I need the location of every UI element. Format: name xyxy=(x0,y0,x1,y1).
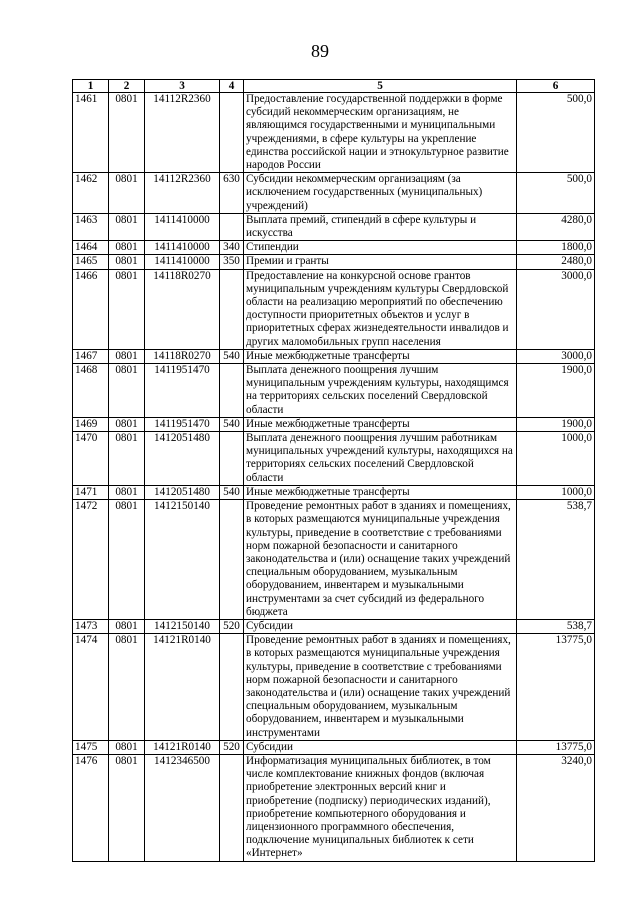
row-number-cell: 1471 xyxy=(73,485,109,499)
table-body xyxy=(73,93,595,862)
target-code-cell: 1412346500 xyxy=(145,754,220,861)
table-row xyxy=(73,241,595,255)
table-row xyxy=(73,213,595,240)
amount-cell: 538,7 xyxy=(517,500,595,620)
amount-cell: 1900,0 xyxy=(517,364,595,418)
table-row xyxy=(73,432,595,486)
table-row xyxy=(73,269,595,349)
expense-type-cell: 520 xyxy=(220,740,244,754)
row-number-cell: 1470 xyxy=(73,432,109,486)
column-header-expense-type: 4 xyxy=(220,80,244,93)
item-name-cell: Субсидии xyxy=(244,740,517,754)
row-number-cell: 1468 xyxy=(73,364,109,418)
section-code-cell: 0801 xyxy=(109,93,145,173)
target-code-cell: 14121R0140 xyxy=(145,740,220,754)
row-number-cell: 1474 xyxy=(73,634,109,741)
amount-cell: 3240,0 xyxy=(517,754,595,861)
target-code-cell: 1412150140 xyxy=(145,500,220,620)
row-number-cell: 1469 xyxy=(73,417,109,431)
expense-type-cell xyxy=(220,634,244,741)
expense-type-cell xyxy=(220,269,244,349)
amount-cell: 4280,0 xyxy=(517,213,595,240)
table-row xyxy=(73,500,595,620)
item-name-cell: Проведение ремонтных работ в зданиях и помещениях, в которых размещаются муниципальные учреждения культуры, приведение в соответствие с требованиями норм пожарной безопасности и санитарного законодательства и (или) оснащение таких учреждений специальным оборудованием, музыкальным оборудованием, инвентарем и музыкальными инструментами xyxy=(244,634,517,741)
target-code-cell: 1411410000 xyxy=(145,213,220,240)
table-row xyxy=(73,485,595,499)
amount-cell: 13775,0 xyxy=(517,740,595,754)
item-name-cell: Субсидии xyxy=(244,619,517,633)
table-row xyxy=(73,634,595,741)
table-row xyxy=(73,754,595,861)
target-code-cell: 1411410000 xyxy=(145,241,220,255)
table-row xyxy=(73,417,595,431)
column-header-name: 5 xyxy=(244,80,517,93)
section-code-cell: 0801 xyxy=(109,754,145,861)
expense-type-cell xyxy=(220,213,244,240)
section-code-cell: 0801 xyxy=(109,213,145,240)
item-name-cell: Предоставление государственной поддержки в форме субсидий некоммерческим организациям, не являющимся государственными и муниципальными учреждениями, в сфере культуры на укрепление единства российской нации и этнокультурное развитие народов России xyxy=(244,93,517,173)
row-number-cell: 1473 xyxy=(73,619,109,633)
amount-cell: 13775,0 xyxy=(517,634,595,741)
section-code-cell: 0801 xyxy=(109,269,145,349)
amount-cell: 500,0 xyxy=(517,93,595,173)
section-code-cell: 0801 xyxy=(109,417,145,431)
row-number-cell: 1472 xyxy=(73,500,109,620)
table-row xyxy=(73,255,595,269)
page-number: 89 xyxy=(311,41,329,61)
item-name-cell: Проведение ремонтных работ в зданиях и помещениях, в которых размещаются муниципальные учреждения культуры, приведение в соответствие с требованиями норм пожарной безопасности и санитарного законодательства и (или) оснащение таких учреждений специальным оборудованием, музыкальным оборудованием, инвентарем и музыкальными инструментами за счет субсидий из федерального бюджета xyxy=(244,500,517,620)
item-name-cell: Предоставление на конкурсной основе грантов муниципальным учреждениям культуры Свердловской области на реализацию мероприятий по обеспечению доступности приоритетных объектов и услуг в приоритетных сферах жизнедеятельности инвалидов и других маломобильных групп населения xyxy=(244,269,517,349)
amount-cell: 1800,0 xyxy=(517,241,595,255)
amount-cell: 538,7 xyxy=(517,619,595,633)
row-number-cell: 1461 xyxy=(73,93,109,173)
expense-type-cell xyxy=(220,364,244,418)
section-code-cell: 0801 xyxy=(109,364,145,418)
target-code-cell: 14118R0270 xyxy=(145,269,220,349)
target-code-cell: 1412051480 xyxy=(145,432,220,486)
section-code-cell: 0801 xyxy=(109,241,145,255)
expense-type-cell xyxy=(220,500,244,620)
item-name-cell: Иные межбюджетные трансферты xyxy=(244,349,517,363)
section-code-cell: 0801 xyxy=(109,173,145,214)
section-code-cell: 0801 xyxy=(109,740,145,754)
item-name-cell: Иные межбюджетные трансферты xyxy=(244,417,517,431)
column-header-amount: 6 xyxy=(517,80,595,93)
section-code-cell: 0801 xyxy=(109,349,145,363)
budget-table xyxy=(72,79,595,862)
expense-type-cell: 540 xyxy=(220,349,244,363)
row-number-cell: 1465 xyxy=(73,255,109,269)
amount-cell: 1000,0 xyxy=(517,432,595,486)
row-number-cell: 1463 xyxy=(73,213,109,240)
target-code-cell: 14112R2360 xyxy=(145,93,220,173)
target-code-cell: 1411410000 xyxy=(145,255,220,269)
amount-cell: 1900,0 xyxy=(517,417,595,431)
target-code-cell: 1412051480 xyxy=(145,485,220,499)
amount-cell: 1000,0 xyxy=(517,485,595,499)
item-name-cell: Субсидии некоммерческим организациям (за исключением государственных (муниципальных) учреждений) xyxy=(244,173,517,214)
row-number-cell: 1462 xyxy=(73,173,109,214)
target-code-cell: 14112R2360 xyxy=(145,173,220,214)
amount-cell: 3000,0 xyxy=(517,349,595,363)
item-name-cell: Информатизация муниципальных библиотек, в том числе комплектование книжных фондов (включая приобретение электронных версий книг и приобретение (подписку) периодических изданий), приобретение компьютерного оборудования и лицензионного программного обеспечения, подключение муниципальных библиотек к сети «Интернет» xyxy=(244,754,517,861)
section-code-cell: 0801 xyxy=(109,500,145,620)
row-number-cell: 1476 xyxy=(73,754,109,861)
expense-type-cell: 340 xyxy=(220,241,244,255)
target-code-cell: 1411951470 xyxy=(145,364,220,418)
section-code-cell: 0801 xyxy=(109,485,145,499)
table-row xyxy=(73,173,595,214)
expense-type-cell: 630 xyxy=(220,173,244,214)
item-name-cell: Выплата денежного поощрения лучшим муниципальным учреждениям культуры, находящимся на территориях сельских поселений Свердловской области xyxy=(244,364,517,418)
column-header-section: 2 xyxy=(109,80,145,93)
item-name-cell: Выплата денежного поощрения лучшим работникам муниципальных учреждений культуры, находящихся на территориях сельских поселений Свердловской области xyxy=(244,432,517,486)
expense-type-cell xyxy=(220,432,244,486)
table-row xyxy=(73,740,595,754)
table-row xyxy=(73,349,595,363)
column-header-number: 1 xyxy=(73,80,109,93)
item-name-cell: Выплата премий, стипендий в сфере культуры и искусства xyxy=(244,213,517,240)
row-number-cell: 1475 xyxy=(73,740,109,754)
amount-cell: 3000,0 xyxy=(517,269,595,349)
table-header-row xyxy=(73,80,595,93)
section-code-cell: 0801 xyxy=(109,619,145,633)
amount-cell: 500,0 xyxy=(517,173,595,214)
expense-type-cell xyxy=(220,754,244,861)
target-code-cell: 1412150140 xyxy=(145,619,220,633)
item-name-cell: Премии и гранты xyxy=(244,255,517,269)
row-number-cell: 1467 xyxy=(73,349,109,363)
target-code-cell: 14121R0140 xyxy=(145,634,220,741)
row-number-cell: 1466 xyxy=(73,269,109,349)
section-code-cell: 0801 xyxy=(109,432,145,486)
item-name-cell: Стипендии xyxy=(244,241,517,255)
item-name-cell: Иные межбюджетные трансферты xyxy=(244,485,517,499)
row-number-cell: 1464 xyxy=(73,241,109,255)
target-code-cell: 1411951470 xyxy=(145,417,220,431)
expense-type-cell: 540 xyxy=(220,485,244,499)
amount-cell: 2480,0 xyxy=(517,255,595,269)
expense-type-cell: 350 xyxy=(220,255,244,269)
table-row xyxy=(73,619,595,633)
target-code-cell: 14118R0270 xyxy=(145,349,220,363)
section-code-cell: 0801 xyxy=(109,634,145,741)
column-header-target-code: 3 xyxy=(145,80,220,93)
expense-type-cell: 540 xyxy=(220,417,244,431)
expense-type-cell: 520 xyxy=(220,619,244,633)
table-row xyxy=(73,93,595,173)
section-code-cell: 0801 xyxy=(109,255,145,269)
expense-type-cell xyxy=(220,93,244,173)
table-row xyxy=(73,364,595,418)
